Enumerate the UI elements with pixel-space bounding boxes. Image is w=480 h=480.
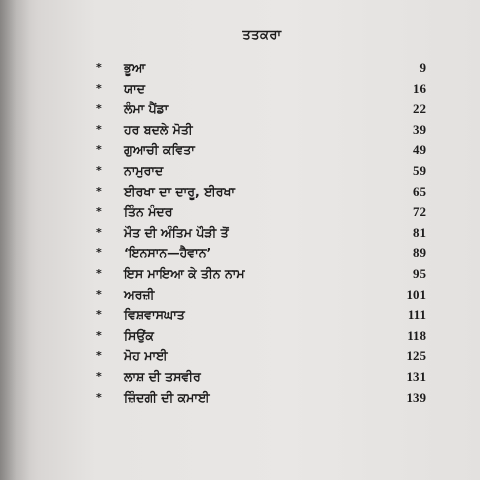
entry-title: ਈਰਖਾ ਦਾ ਦਾਰੂ, ਈਰਖਾ: [124, 183, 235, 199]
toc-entry: [96, 285, 426, 306]
toc-entry: [96, 99, 426, 120]
entry-page-number: 9: [419, 60, 426, 75]
toc-entry: [96, 305, 426, 326]
entry-page-number: 139: [406, 389, 426, 405]
entry-title: ਲਾਸ਼ ਦੀ ਤਸਵੀਰ: [124, 368, 201, 384]
bullet-icon: *: [96, 349, 102, 363]
entry-page-number: 59: [413, 162, 426, 178]
bullet-icon: *: [96, 308, 102, 322]
toc-entry: [96, 120, 426, 141]
bullet-icon: *: [96, 81, 102, 95]
toc-entry: [96, 243, 426, 264]
toc-heading: ਤਤਕਰਾ: [242, 28, 282, 43]
bullet-icon: *: [96, 163, 102, 177]
entry-page-number: 101: [406, 286, 426, 302]
entry-title: ਇਸ ਮਾਇਆ ਕੇ ਤੀਨ ਨਾਮ: [124, 265, 245, 281]
entry-page-number: 65: [413, 183, 426, 199]
entry-title: ‘ਇਨਸਾਨ—ਹੈਵਾਨ’: [124, 245, 212, 261]
entry-page-number: 39: [413, 121, 426, 137]
bullet-icon: *: [96, 184, 102, 198]
book-page: [18, 0, 480, 480]
entry-title: ਹਰ ਬਦਲੇ ਮੋਤੀ: [124, 121, 193, 137]
entry-title: ਮੋਹ ਮਾਈ: [124, 348, 168, 364]
bullet-icon: *: [96, 102, 102, 116]
toc-entry: [96, 58, 426, 79]
bullet-icon: *: [96, 266, 102, 280]
bullet-icon: *: [96, 328, 102, 342]
bullet-icon: *: [96, 287, 102, 301]
entry-page-number: 125: [406, 348, 426, 364]
bullet-icon: *: [96, 225, 102, 239]
entry-title: ਭੂਆ: [124, 60, 146, 75]
entry-title: ਗੁਆਚੀ ਕਵਿਤਾ: [124, 142, 195, 158]
bullet-icon: *: [96, 122, 102, 136]
bullet-icon: *: [96, 390, 102, 404]
entry-page-number: 49: [413, 142, 426, 158]
entry-title: ਜ਼ਿੰਦਗੀ ਦੀ ਕਮਾਈ: [124, 389, 210, 405]
toc-entry: [96, 367, 426, 388]
toc-entry: [96, 326, 426, 347]
bullet-icon: *: [96, 369, 102, 383]
entry-title: ਤਿੰਨ ਮੰਦਰ: [124, 204, 173, 220]
entry-page-number: 95: [413, 265, 426, 281]
toc-entry: [96, 202, 426, 223]
toc-list: [96, 58, 426, 408]
entry-page-number: 72: [413, 204, 426, 220]
entry-title: ਸਿਉਂਕ: [124, 327, 154, 343]
entry-page-number: 22: [413, 101, 426, 117]
entry-page-number: 89: [413, 245, 426, 261]
toc-entry: [96, 264, 426, 285]
entry-title: ਵਿਸ਼ਵਾਸਘਾਤ: [124, 307, 185, 323]
toc-entry: [96, 182, 426, 203]
entry-title: ਯਾਦ: [124, 80, 146, 96]
entry-title: ਅਰਜ਼ੀ: [124, 286, 155, 302]
toc-entry: [96, 223, 426, 244]
bullet-icon: *: [96, 61, 102, 74]
entry-title: ਮੌਤ ਦੀ ਅੰਤਿਮ ਪੌੜੀ ਤੋਂ: [124, 224, 229, 240]
bullet-icon: *: [96, 205, 102, 219]
entry-page-number: 118: [407, 327, 426, 343]
toc-entry: [96, 388, 426, 409]
entry-title: ਲੰਮਾ ਪੈਂਡਾ: [124, 101, 169, 117]
toc-entry: [96, 161, 426, 182]
toc-entry: [96, 346, 426, 367]
entry-page-number: 16: [413, 80, 426, 96]
bullet-icon: *: [96, 246, 102, 260]
entry-page-number: 81: [413, 224, 426, 240]
entry-page-number: 131: [406, 368, 426, 384]
entry-page-number: 111: [407, 307, 426, 323]
bullet-icon: *: [96, 143, 102, 157]
toc-entry: [96, 140, 426, 161]
entry-title: ਨਾਮੁਰਾਦ: [124, 162, 164, 178]
toc-entry: [96, 79, 426, 100]
